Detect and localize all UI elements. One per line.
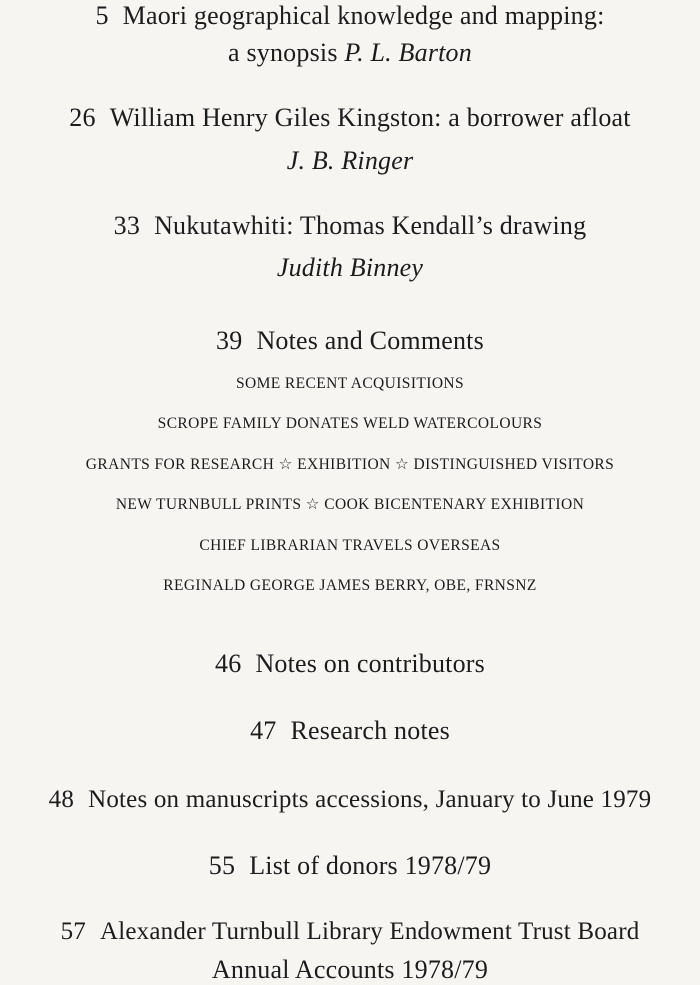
entry-33-author: Judith Binney xyxy=(276,253,424,282)
notes-item: SOME RECENT ACQUISITIONS xyxy=(235,375,465,392)
notes-item: SCROPE FAMILY DONATES WELD WATERCOLOURS xyxy=(157,415,543,432)
entry-26 xyxy=(0,103,700,133)
notes-item: NEW TURNBULL PRINTS ☆ COOK BICENTENARY EXHIBITION xyxy=(115,496,585,513)
notes-item: CHIEF LIBRARIAN TRAVELS OVERSEAS xyxy=(199,537,501,554)
entry-5 xyxy=(0,1,700,31)
entry-title-continued: a synopsis xyxy=(228,38,338,67)
entry-title: Research notes xyxy=(290,716,450,745)
entry-57-continuation: Annual Accounts 1978/79 xyxy=(211,955,489,984)
notes-item: GRANTS FOR RESEARCH ☆ EXHIBITION ☆ DISTINGUISHED VISITORS xyxy=(85,456,615,473)
entry-48 xyxy=(0,785,700,815)
entry-46 xyxy=(0,649,700,679)
entry-page-number: 26 xyxy=(69,103,96,132)
entry-5-continuation xyxy=(0,38,700,68)
entry-title: Maori geographical knowledge and mapping: xyxy=(122,1,605,30)
entry-author: P. L. Barton xyxy=(344,38,472,67)
entry-title: William Henry Giles Kingston: a borrower afloat xyxy=(109,103,631,132)
notes-item: REGINALD GEORGE JAMES BERRY, OBE, FRNSNZ xyxy=(163,577,537,594)
entry-47 xyxy=(0,716,700,746)
entry-page-number: 48 xyxy=(48,786,75,813)
entry-page-number: 39 xyxy=(216,326,243,355)
entry-33 xyxy=(0,211,700,241)
entry-title: Notes and Comments xyxy=(256,326,484,355)
entry-title: Nukutawhiti: Thomas Kendall’s drawing xyxy=(154,211,587,240)
entry-page-number: 57 xyxy=(60,918,86,945)
entry-title: Notes on manuscripts accessions, January to June 1979 xyxy=(88,786,652,813)
entry-title: Alexander Turnbull Library Endowment Trust Board xyxy=(99,918,640,945)
entry-26-author: J. B. Ringer xyxy=(286,146,414,175)
entry-page-number: 46 xyxy=(215,649,242,678)
entry-title: Notes on contributors xyxy=(255,649,485,678)
entry-57 xyxy=(0,917,700,947)
entry-page-number: 47 xyxy=(250,716,277,745)
entry-39 xyxy=(0,326,700,356)
entry-page-number: 33 xyxy=(113,211,141,240)
entry-title: List of donors 1978/79 xyxy=(249,851,492,880)
entry-page-number: 5 xyxy=(95,1,109,30)
entry-page-number: 55 xyxy=(208,851,236,880)
entry-55 xyxy=(0,851,700,881)
